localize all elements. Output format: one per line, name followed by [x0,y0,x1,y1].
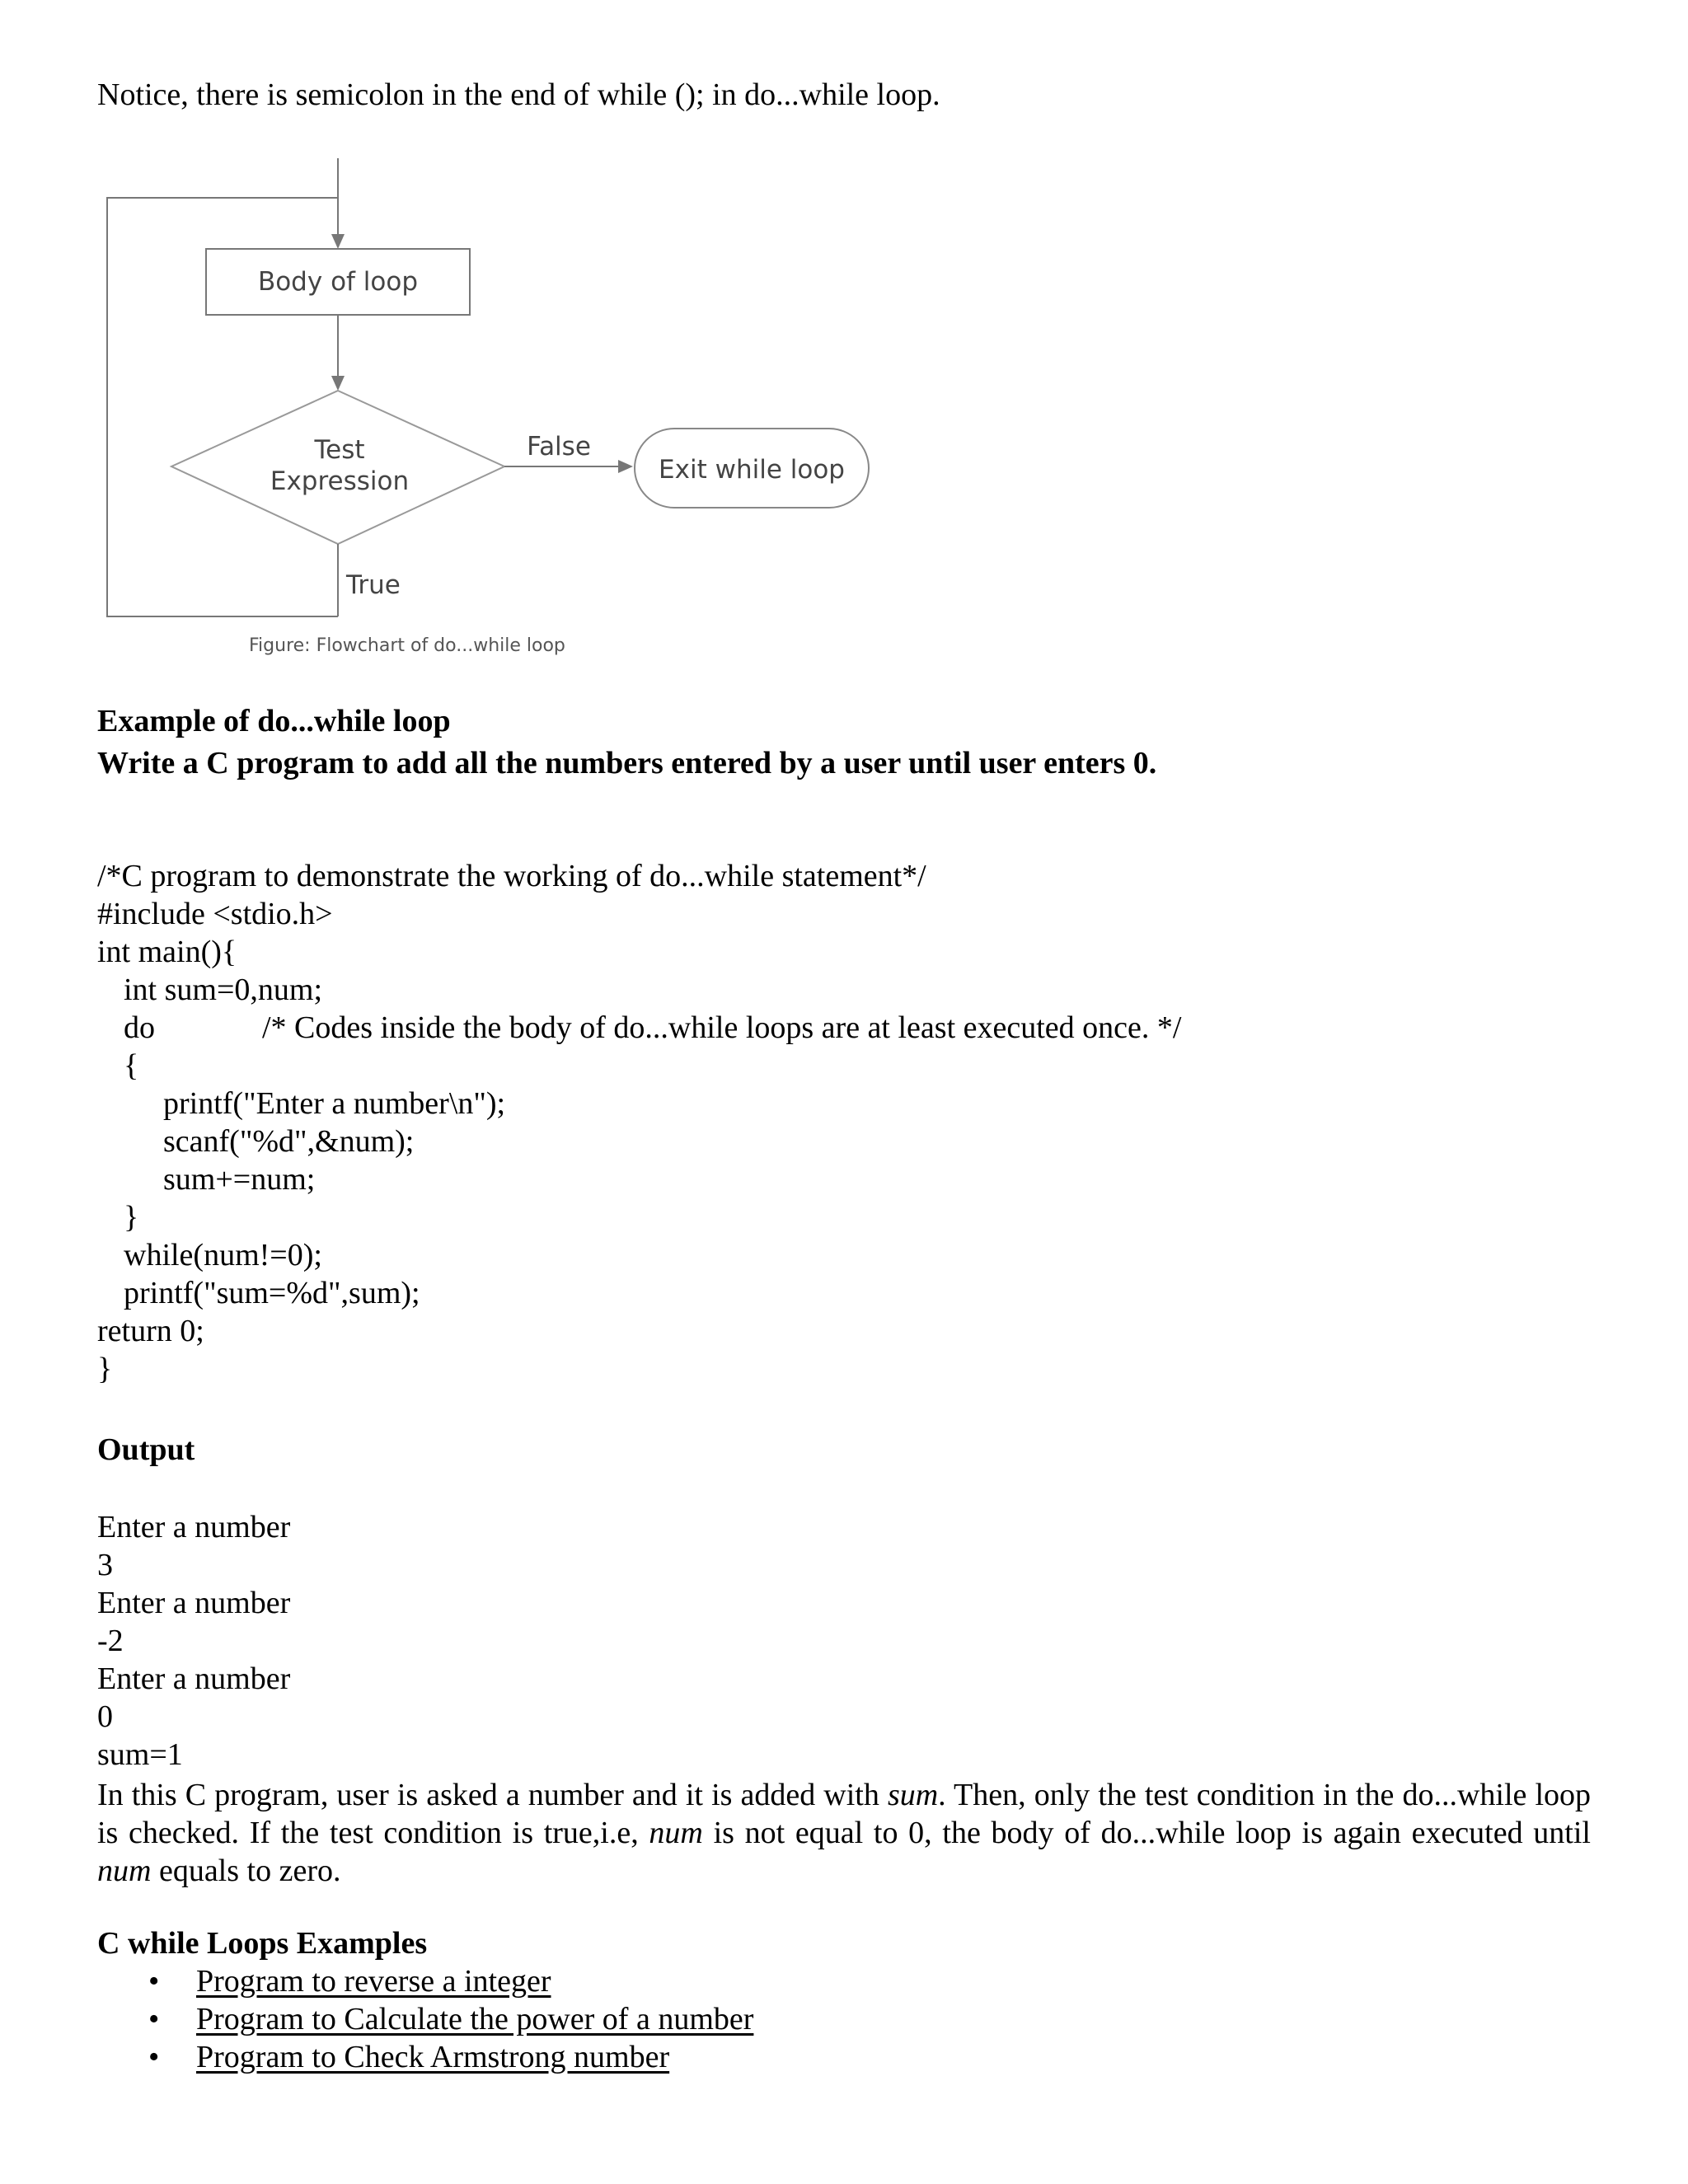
false-label: False [527,432,591,462]
flowchart-diagram [91,148,898,668]
code-line: { [124,1048,139,1083]
explanation-text: equals to zero. [151,1854,341,1888]
var-sum: sum [887,1778,939,1812]
code-comment: /* Codes inside the body of do...while loops are at least executed once. */ [262,1010,1182,1045]
list-item [97,2038,753,2076]
explanation-text: . Then, only the test condition in the do...while loop is checked. If the test condition is true,i.e, [97,1778,1591,1850]
explanation-paragraph [97,1776,1591,1890]
list-item [97,1962,753,2000]
test-label-line2: Expression [270,466,410,496]
output-line: -2 [97,1624,124,1658]
code-line: } [97,1352,113,1386]
code-line: scanf("%d",&num); [163,1124,415,1159]
true-label: True [346,570,401,600]
code-line: } [124,1200,139,1235]
output-line: Enter a number [97,1510,291,1544]
code-line: sum+=num; [163,1162,316,1197]
example-task: Write a C program to add all the numbers entered by a user until user enters 0. [97,746,1157,780]
figure-caption: Figure: Flowchart of do...while loop [249,635,565,656]
code-line: while(num!=0); [124,1238,322,1272]
code-line: printf("sum=%d",sum); [124,1276,420,1310]
bullet: • [148,2040,160,2074]
link-power-of-number[interactable]: Program to Calculate the power of a number [196,2002,754,2036]
var-num: num [649,1816,703,1850]
example-heading: Example of do...while loop [97,704,451,738]
output-line: 3 [97,1548,113,1582]
bullet: • [148,1964,160,1999]
output-block [97,1508,290,1774]
list-item [97,2000,753,2038]
body-of-loop-label: Body of loop [257,267,419,297]
examples-heading: C while Loops Examples [97,1926,428,1961]
examples-list [97,1962,753,2076]
intro-text: Notice, there is semicolon in the end of while (); in do...while loop. [97,77,940,112]
link-armstrong-number[interactable]: Program to Check Armstrong number [196,2040,670,2074]
code-line: return 0; [97,1314,204,1348]
code-line: #include <stdio.h> [97,897,333,931]
output-line: 0 [97,1699,113,1734]
bullet: • [148,2002,160,2036]
var-num: num [97,1854,152,1888]
output-line: sum=1 [97,1737,183,1772]
output-line: Enter a number [97,1586,291,1620]
code-line: do [124,1010,155,1045]
examples-section [97,1924,753,2076]
link-reverse-integer[interactable]: Program to reverse a integer [196,1964,551,1999]
explanation-text: is not equal to 0, the body of do...while loop is again executed until [702,1816,1591,1850]
code-line: printf("Enter a number\n"); [163,1086,506,1121]
output-line: Enter a number [97,1661,291,1696]
output-heading: Output [97,1432,195,1467]
code-line: /*C program to demonstrate the working of do...while statement*/ [97,859,926,893]
test-label-line1: Test [314,435,365,465]
code-line: int main(){ [97,935,237,969]
explanation-text: In this C program, user is asked a number and it is added with [97,1778,888,1812]
exit-while-loop-label: Exit while loop [659,455,845,485]
code-line: int sum=0,num; [124,972,323,1007]
